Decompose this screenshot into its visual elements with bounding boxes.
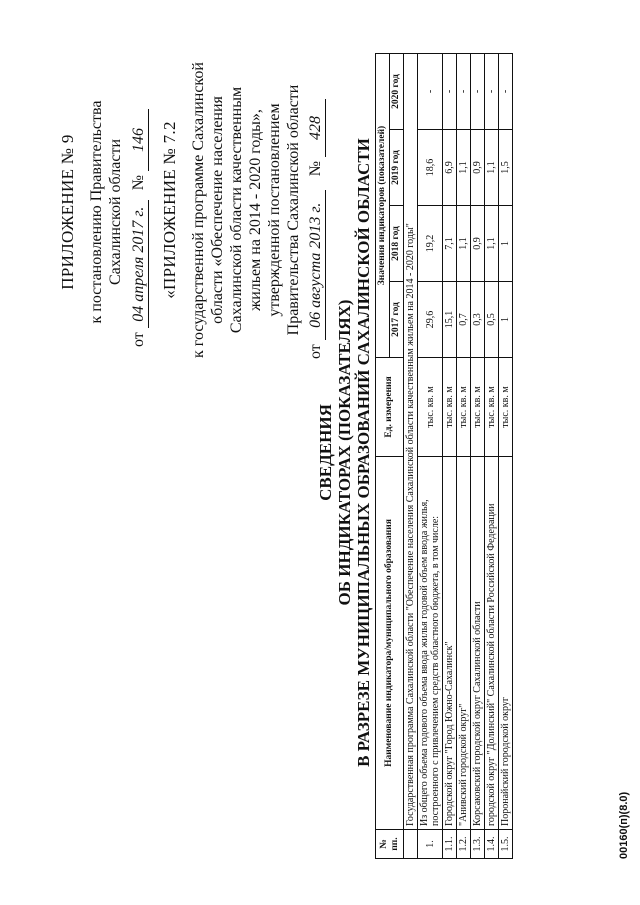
row-value-2018: 0,9 xyxy=(471,206,485,282)
row-value-2020: - xyxy=(443,54,457,130)
appendix-line-1: к постановлению Правительства xyxy=(88,100,105,324)
appendix-number-prefix: № xyxy=(130,174,147,191)
table-row xyxy=(457,54,471,859)
row-value-2019: 18,6 xyxy=(418,130,443,206)
appendix-date: 04 апреля 2017 г. xyxy=(131,200,149,328)
document-heading xyxy=(316,20,373,885)
row-value-2017: 0,3 xyxy=(471,282,485,358)
prior-appendix-date-prefix: от xyxy=(307,344,324,359)
header-year-2020: 2020 год xyxy=(390,54,404,130)
program-row xyxy=(404,54,418,859)
header-year-2017: 2017 год xyxy=(390,282,404,358)
row-name: городской округ "Долинский" Сахалинской области Российской Федерации xyxy=(485,457,499,830)
table-row xyxy=(499,54,513,859)
row-value-2020: - xyxy=(485,54,499,130)
header-year-2019: 2019 год xyxy=(390,130,404,206)
heading-line-2: ОБ ИНДИКАТОРАХ (ПОКАЗАТЕЛЯХ) xyxy=(335,299,354,606)
row-value-2017: 0,7 xyxy=(457,282,471,358)
row-unit: тыс. кв. м xyxy=(457,358,471,457)
row-value-2019: 0,9 xyxy=(471,130,485,206)
row-num: 1.1. xyxy=(443,830,457,859)
row-unit: тыс. кв. м xyxy=(485,358,499,457)
table-row xyxy=(471,54,485,859)
prior-appendix-title: «ПРИЛОЖЕНИЕ № 7.2 xyxy=(160,121,179,299)
document-code: 00160(п)(8.0) xyxy=(618,791,630,859)
row-value-2018: 1,1 xyxy=(457,206,471,282)
row-num: 1.2. xyxy=(457,830,471,859)
row-unit: тыс. кв. м xyxy=(471,358,485,457)
header-num: № пп. xyxy=(376,830,404,859)
row-value-2017: 15,1 xyxy=(443,282,457,358)
header-unit: Ед. измерения xyxy=(376,358,404,457)
row-value-2020: - xyxy=(471,54,485,130)
row-value-2020: - xyxy=(499,54,513,130)
row-name: Городской округ "Город Южно-Сахалинск" xyxy=(443,457,457,830)
heading-line-1: СВЕДЕНИЯ xyxy=(316,404,335,501)
table-row xyxy=(443,54,457,859)
row-value-2018: 1,1 xyxy=(485,206,499,282)
appendix-line-2: Сахалинской области xyxy=(107,138,124,286)
heading-line-3: В РАЗРЕЗЕ МУНИЦИПАЛЬНЫХ ОБРАЗОВАНИЙ САХАЛИНСКОЙ ОБЛАСТИ xyxy=(354,138,373,767)
appendix-dateline xyxy=(129,77,149,347)
table-row xyxy=(418,54,443,859)
row-num: 1. xyxy=(418,830,443,859)
row-value-2019: 1,5 xyxy=(499,130,513,206)
prior-appendix-header xyxy=(160,61,326,359)
row-num: 1.5. xyxy=(499,830,513,859)
row-num: 1.4. xyxy=(485,830,499,859)
prior-appendix-date: 06 августа 2013 г. xyxy=(308,190,326,340)
row-value-2018: 1 xyxy=(499,206,513,282)
appendix-header xyxy=(58,77,149,347)
row-name: "Анивский городской округ" xyxy=(457,457,471,830)
table-row xyxy=(485,54,499,859)
prior-appendix-text: к государственной программе Сахалинской области «Обеспечение населения Сахалинской области качественным жильем на 2014 - 2020 годы», утвержденной постановлением Правительства Сахалинской области xyxy=(190,62,302,358)
row-value-2017: 0,5 xyxy=(485,282,499,358)
row-value-2019: 1,1 xyxy=(457,130,471,206)
program-num xyxy=(404,830,418,859)
row-value-2019: 1,1 xyxy=(485,130,499,206)
row-value-2019: 6,9 xyxy=(443,130,457,206)
row-unit: тыс. кв. м xyxy=(443,358,457,457)
appendix-title: ПРИЛОЖЕНИЕ № 9 xyxy=(58,134,77,290)
row-num: 1.3. xyxy=(471,830,485,859)
row-name: Корсаковский городской округ Сахалинской области xyxy=(471,457,485,830)
row-name: Из общего объема годового объема ввода жилья годовой объем ввода жилья, построенного с привлечением средств областного бюджета, в том числе: xyxy=(418,457,443,830)
appendix-number: 146 xyxy=(131,109,149,171)
prior-appendix-number: 428 xyxy=(308,99,326,157)
row-unit: тыс. кв. м xyxy=(499,358,513,457)
header-year-2018: 2018 год xyxy=(390,206,404,282)
header-values-group: Значения индикаторов (показателей) xyxy=(376,54,390,358)
row-value-2018: 7,1 xyxy=(443,206,457,282)
row-value-2020: - xyxy=(457,54,471,130)
table-header-row xyxy=(376,54,390,859)
prior-appendix-number-prefix: № xyxy=(307,160,324,177)
program-name: Государственная программа Сахалинской области "Обеспечение населения Сахалинской области качественным жильем на 2014 - 2020 годы" xyxy=(404,54,418,830)
row-value-2017: 29,6 xyxy=(418,282,443,358)
row-name: Поронайский городской округ xyxy=(499,457,513,830)
indicators-table xyxy=(375,53,513,859)
row-value-2018: 19,2 xyxy=(418,206,443,282)
row-value-2020: - xyxy=(418,54,443,130)
appendix-date-prefix: от xyxy=(130,332,147,347)
header-name: Наименование индикатора/муниципального образования xyxy=(376,457,404,830)
row-unit: тыс. кв. м xyxy=(418,358,443,457)
row-value-2017: 1 xyxy=(499,282,513,358)
